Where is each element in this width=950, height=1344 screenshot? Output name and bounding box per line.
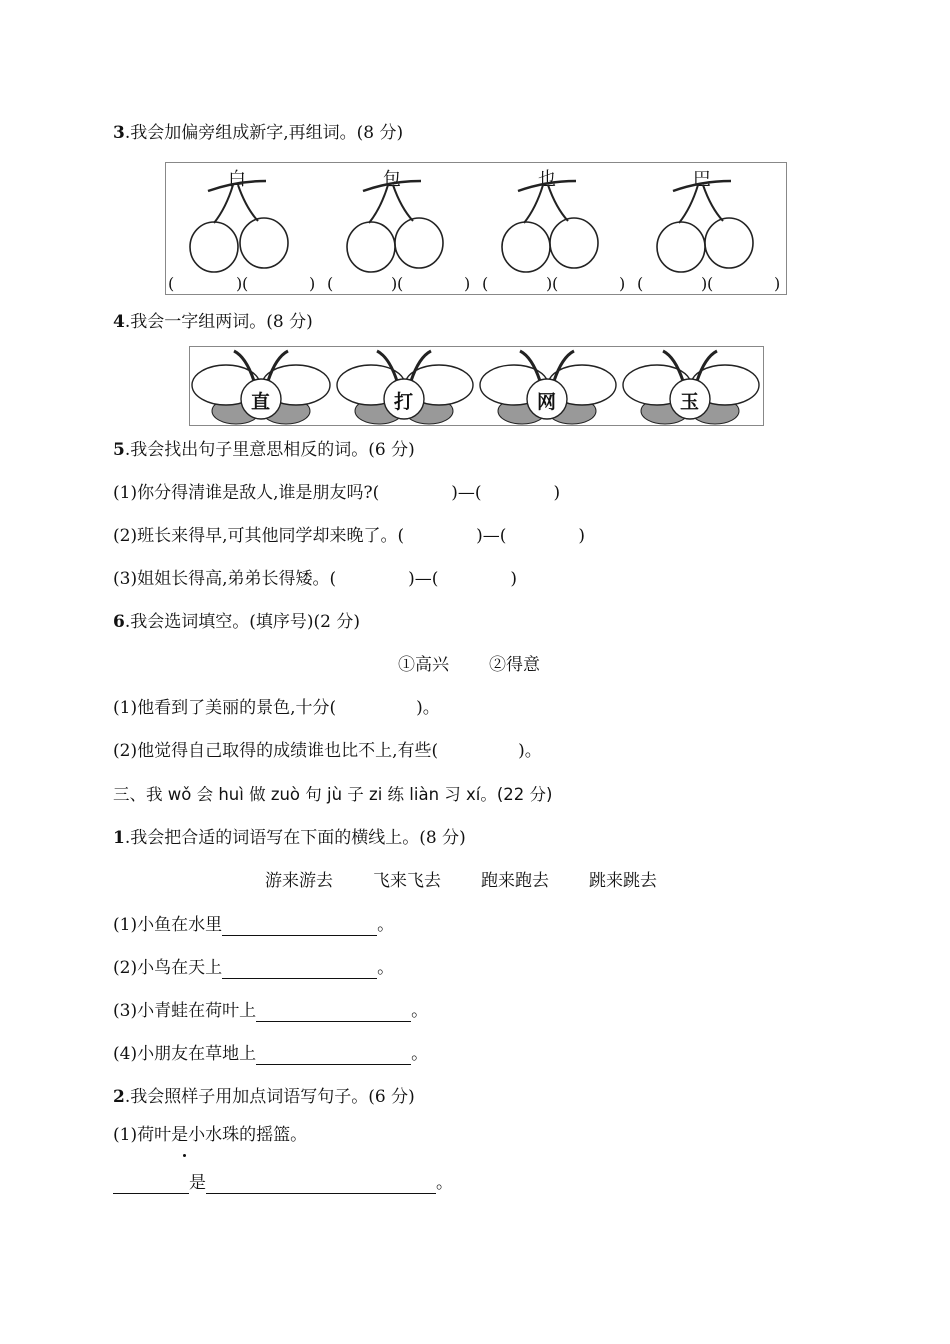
s3q2-example: (1)荷叶是小水珠的摇篮。 bbox=[113, 1125, 308, 1145]
paren-open: ( bbox=[552, 274, 559, 293]
q5-item-1: (1)你分得清谁是敌人,谁是朋友吗?( )—( ) bbox=[113, 483, 561, 503]
cherry-cell-3 bbox=[476, 163, 631, 294]
paren-open: ( bbox=[482, 274, 489, 293]
paren-open: ( bbox=[327, 274, 334, 293]
s3q1-title: 1.我会把合适的词语写在下面的横线上。(8 分) bbox=[113, 828, 466, 848]
butterfly-char: 打 bbox=[394, 391, 414, 413]
cherry-cell-2 bbox=[321, 163, 476, 294]
paren-close: ) bbox=[391, 274, 398, 293]
paren-open: ( bbox=[168, 274, 175, 293]
s3q1-item-3: (3)小青蛙在荷叶上 。 bbox=[113, 1001, 429, 1021]
cherry-cell-1 bbox=[166, 163, 321, 294]
cherry-char: 包 bbox=[383, 169, 401, 190]
q3-title: 3.我会加偏旁组成新字,再组词。(8 分) bbox=[113, 123, 404, 143]
s3q2-title: 2.我会照样子用加点词语写句子。(6 分) bbox=[113, 1087, 415, 1107]
butterfly-cell-4 bbox=[619, 347, 762, 425]
paren-close: ) bbox=[774, 274, 781, 293]
paren-open: ( bbox=[242, 274, 249, 293]
butterfly-cell-3 bbox=[476, 347, 619, 425]
s3q1-item-1: (1)小鱼在水里 。 bbox=[113, 915, 395, 935]
q6-item-1: (1)他看到了美丽的景色,十分( )。 bbox=[113, 698, 440, 718]
s3q1-item-2: (2)小鸟在天上 。 bbox=[113, 958, 395, 978]
paren-open: ( bbox=[397, 274, 404, 293]
butterfly-figure bbox=[189, 346, 764, 426]
q5-item-2: (2)班长来得早,可其他同学却来晚了。( )—( ) bbox=[113, 526, 586, 546]
cherry-cell-4 bbox=[631, 163, 786, 294]
answer-line[interactable] bbox=[222, 917, 377, 936]
paren-open: ( bbox=[637, 274, 644, 293]
cherry-char: 白 bbox=[228, 169, 246, 190]
paren-close: ) bbox=[464, 274, 471, 293]
answer-line[interactable] bbox=[256, 1003, 411, 1022]
paren-close: ) bbox=[546, 274, 553, 293]
s3q1-word-bank: 游来游去 飞来飞去 跑来跑去 跳来跳去 bbox=[265, 871, 657, 891]
answer-line[interactable] bbox=[256, 1046, 411, 1065]
butterfly-char: 网 bbox=[537, 391, 557, 413]
cherry-char: 也 bbox=[538, 169, 556, 190]
s3q1-item-4: (4)小朋友在草地上 。 bbox=[113, 1044, 429, 1064]
answer-line[interactable] bbox=[206, 1175, 436, 1194]
cherry-char: 巴 bbox=[693, 169, 711, 190]
emphasis-dot bbox=[183, 1154, 186, 1157]
butterfly-char: 直 bbox=[251, 391, 271, 413]
paren-close: ) bbox=[619, 274, 626, 293]
butterfly-cell-1 bbox=[190, 347, 333, 425]
q5-title: 5.我会找出句子里意思相反的词。(6 分) bbox=[113, 440, 415, 460]
paren-open: ( bbox=[707, 274, 714, 293]
section3-title: 三、我 wǒ 会 huì 做 zuò 句 jù 子 zi 练 liàn 习 xí。(22 分) bbox=[113, 785, 553, 804]
answer-line[interactable] bbox=[222, 960, 377, 979]
q5-item-3: (3)姐姐长得高,弟弟长得矮。( )—( ) bbox=[113, 569, 518, 589]
q6-item-2: (2)他觉得自己取得的成绩谁也比不上,有些( )。 bbox=[113, 741, 542, 761]
s3q2-answer-line: 是 。 bbox=[113, 1172, 453, 1194]
paren-close: ) bbox=[236, 274, 243, 293]
butterfly-cell-2 bbox=[333, 347, 476, 425]
answer-line[interactable] bbox=[113, 1175, 189, 1194]
butterfly-char: 玉 bbox=[680, 391, 700, 413]
cherry-figure bbox=[165, 162, 787, 295]
q6-options: ①高兴 ②得意 bbox=[398, 655, 540, 675]
q6-title: 6.我会选词填空。(填序号)(2 分) bbox=[113, 612, 360, 632]
q4-title: 4.我会一字组两词。(8 分) bbox=[113, 312, 313, 332]
paren-close: ) bbox=[701, 274, 708, 293]
paren-close: ) bbox=[309, 274, 316, 293]
